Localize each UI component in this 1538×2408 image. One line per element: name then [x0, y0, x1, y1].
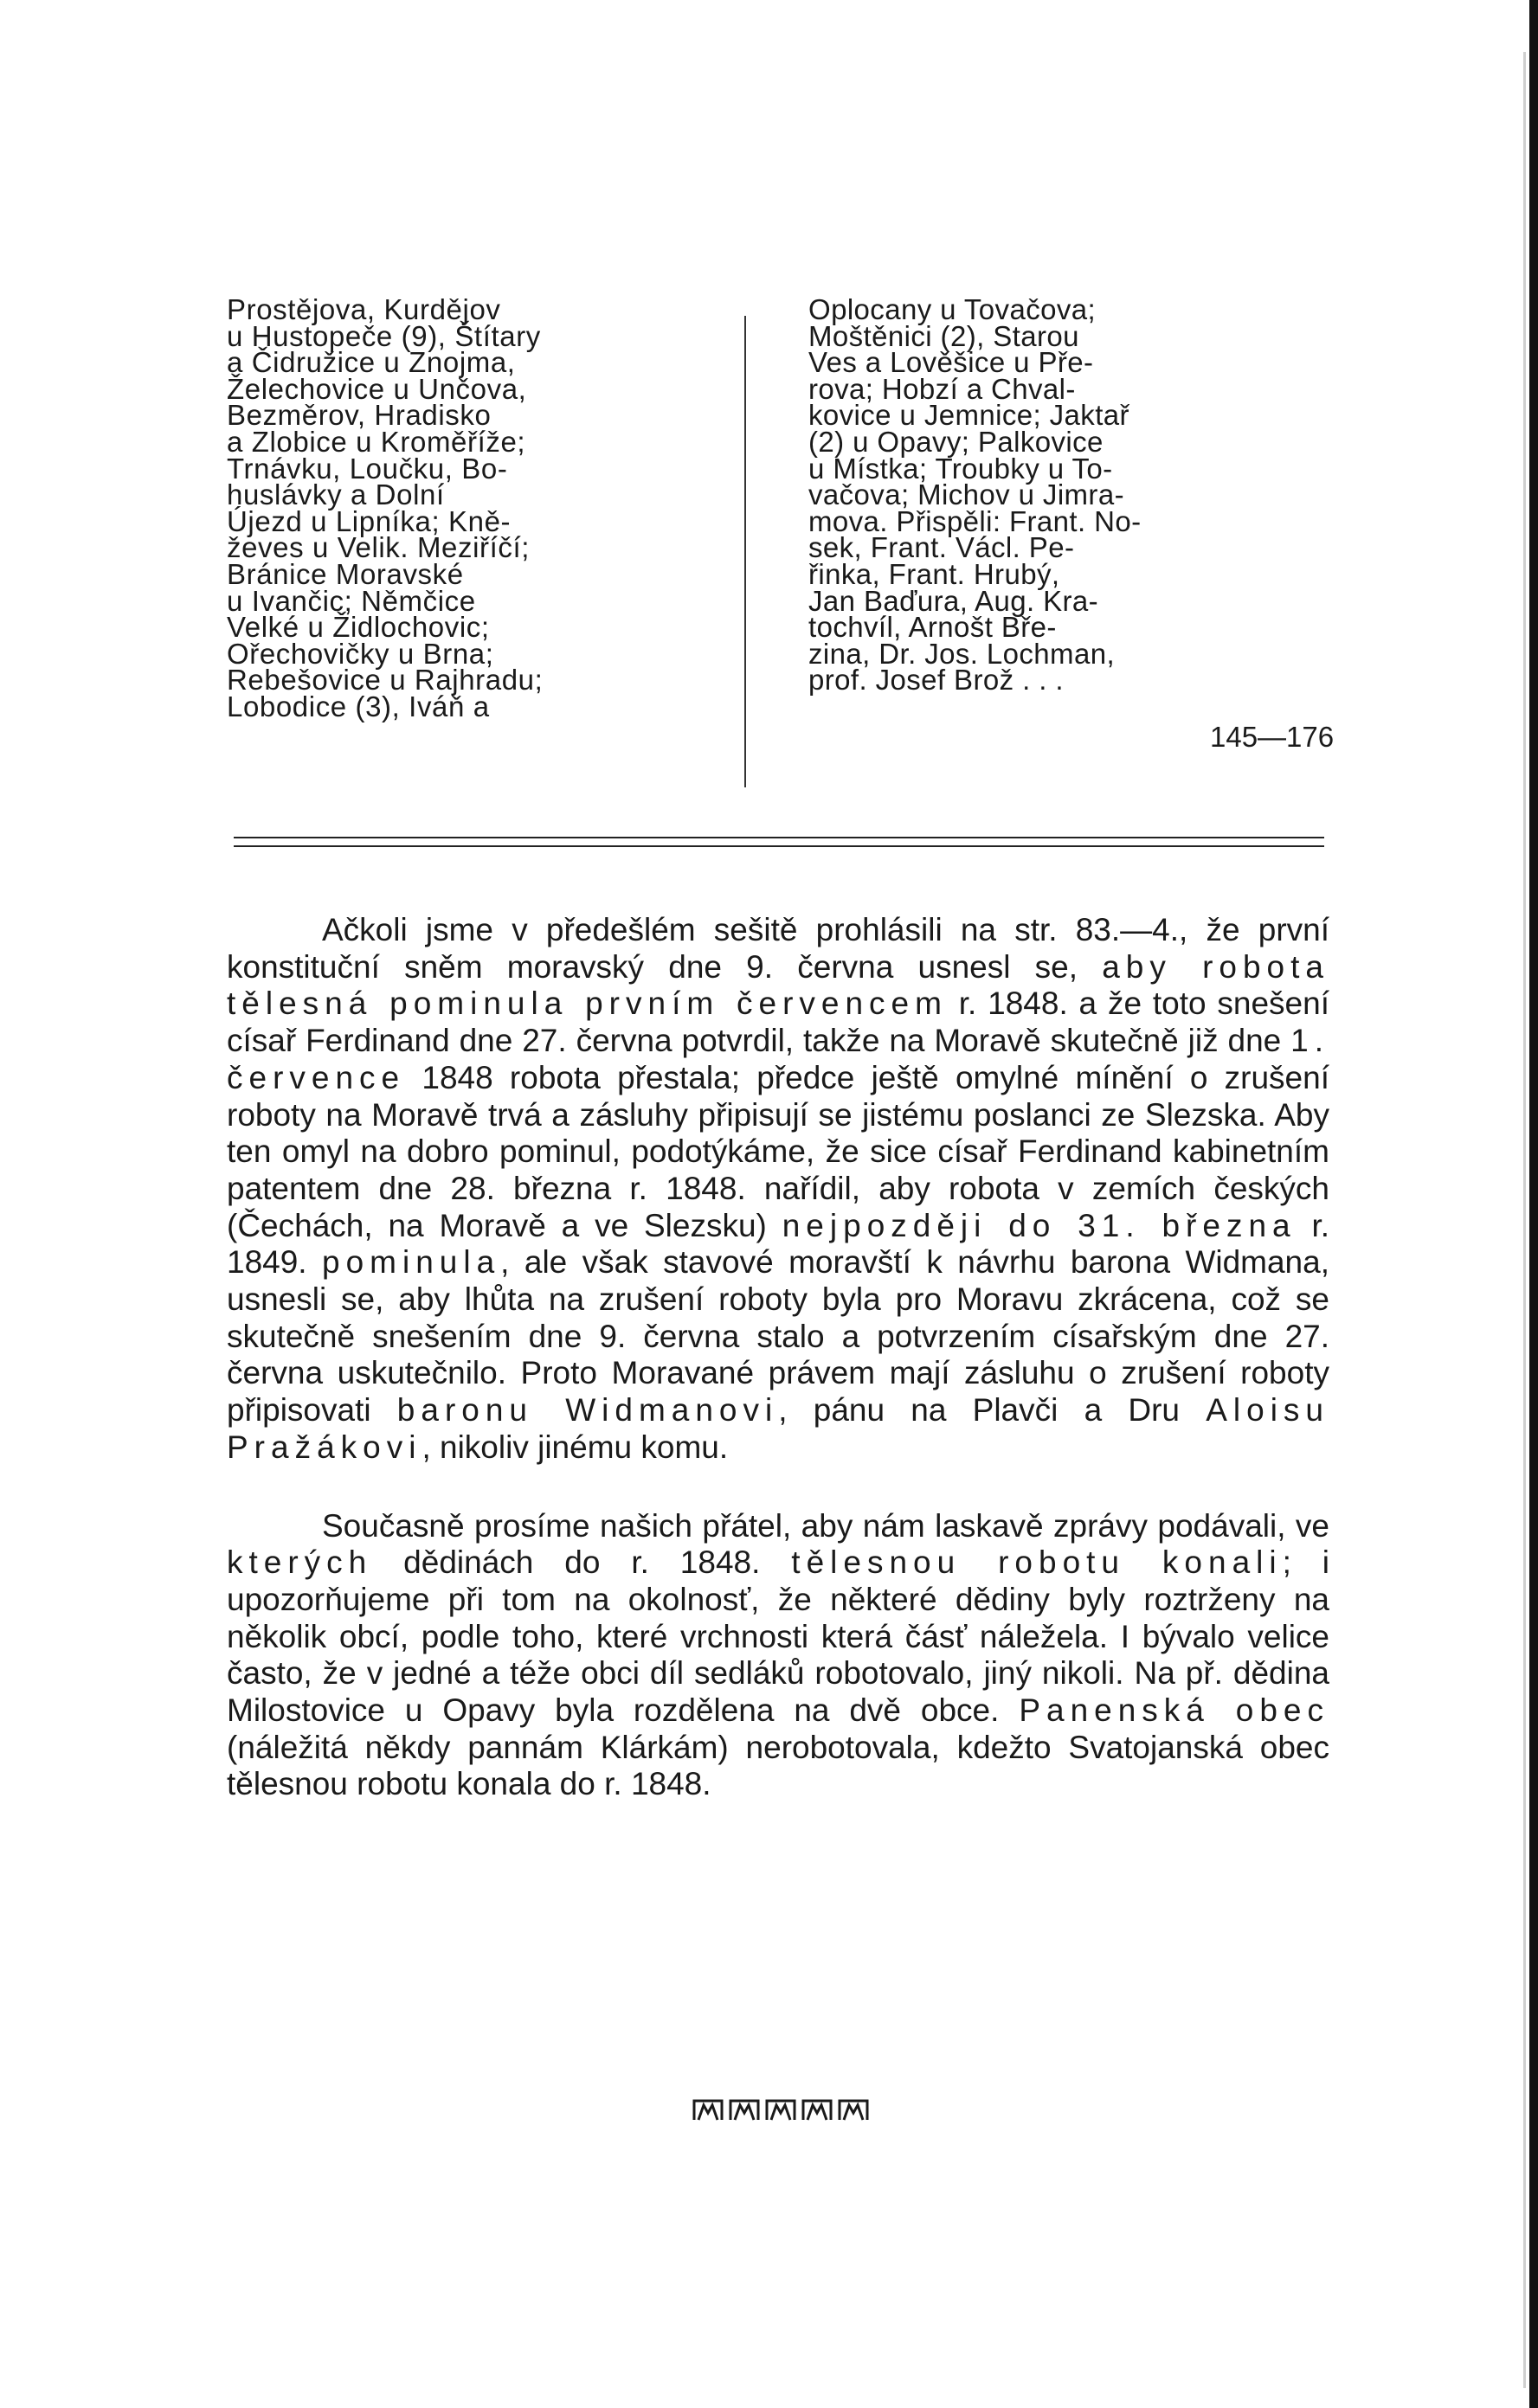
right-column — [808, 293, 1189, 697]
right-line: mova. Přispěli: Frant. No- — [808, 504, 1142, 537]
right-line: řinka, Frant. Hrubý, — [808, 557, 1060, 590]
left-line: a Čidružice u Znojma, — [227, 346, 516, 379]
left-line: ževes u Velik. Meziříčí; — [227, 531, 531, 564]
left-line: huslávky a Dolní — [227, 478, 445, 511]
right-line: u Místka; Troubky u To- — [808, 452, 1113, 485]
right-line: Jan Baďura, Aug. Kra- — [808, 584, 1099, 617]
left-line: Bezměrov, Hradisko — [227, 399, 492, 432]
page-range: 145—176 — [1210, 721, 1335, 753]
fleuron-icon — [765, 2097, 796, 2122]
left-line: u Hustopeče (9), Štítary — [227, 319, 541, 352]
right-line: Moštěnici (2), Starou — [808, 319, 1079, 352]
right-line: Ves a Lověšice u Pře- — [808, 346, 1094, 379]
fleuron-icon — [838, 2097, 869, 2122]
text-run: r. 1849. — [227, 1207, 1330, 1281]
spaced-emphasis: pominula — [322, 1244, 501, 1281]
right-line: vačova; Michov u Jimra- — [808, 478, 1124, 511]
fleuron-icon — [692, 2097, 724, 2122]
left-line: Velké u Židlochovic; — [227, 611, 490, 644]
column-divider — [744, 316, 746, 787]
text-run: r. 1848. a že toto snešení císař Ferdinand dne 27. června potvrdil, takže na Moravě skutečně již dne — [227, 986, 1329, 1059]
right-line: sek, Frant. Václ. Pe- — [808, 531, 1075, 564]
right-line: (2) u Opavy; Palkovice — [808, 425, 1104, 458]
text-run: , ale však stavové moravští k návrhu barona Widmana, usnesli se, aby lhůta na zrušení roboty byla pro Moravu zkrácena, což se skutečně snešením dne 9. června stalo a potvrzením císařským dne 27. června uskutečnilo. Proto Moravané právem mají zásluhu o zrušení roboty připisovati — [227, 1244, 1329, 1429]
left-line: u Ivančic; Němčice — [227, 584, 476, 617]
spaced-emphasis: nejpozději do 31. března — [782, 1207, 1297, 1243]
text-run: ; i upozorňujeme při tom na okolnosť, že některé dědiny byly roztrženy na několik obcí, podle toho, které vrchnosti která čásť náležela. I bývalo velice často, že v jedné a téže obci díl sedláků robotovalo, jiný nikoli. Na př. dědina Milostovice u Opavy byla rozdělena na dvě obce. — [227, 1544, 1330, 1729]
left-line: Želechovice u Unčova, — [227, 372, 527, 405]
page-edge-shadow — [1523, 52, 1526, 2388]
spaced-emphasis: aby robota tělesná pominula prvním červencem — [227, 948, 1329, 1022]
section-rule-bottom — [234, 845, 1324, 847]
left-line: Bránice Moravské — [227, 557, 464, 590]
spaced-emphasis: baronu Widmanovi — [396, 1392, 779, 1429]
body-text — [227, 912, 1329, 1803]
fleuron-icon — [729, 2097, 760, 2122]
left-line: Újezd u Lipníka; Kně- — [227, 504, 512, 537]
fleuron-row — [692, 2097, 869, 2122]
spaced-emphasis: Panenská obec — [1019, 1692, 1329, 1729]
right-line: tochvíl, Arnošt Bře- — [808, 611, 1057, 644]
left-line: Lobodice (3), Iváň a — [227, 690, 490, 722]
spaced-emphasis: tělesnou robotu konali — [791, 1544, 1283, 1581]
text-run: , pánu na Plavči a Dru — [778, 1392, 1207, 1429]
left-line: Prostějova, Kurdějov — [227, 293, 501, 325]
left-line: Ořechovičky u Brna; — [227, 637, 494, 670]
left-line: Rebešovice u Rajhradu; — [227, 664, 544, 697]
paragraph-2 — [227, 1508, 1329, 1804]
right-line: kovice u Jemnice; Jaktař — [808, 399, 1129, 432]
right-line: zina, Dr. Jos. Lochman, — [808, 637, 1116, 670]
text-run: (náležitá někdy pannám Klárkám) nerobotovala, kdežto Svatojanská obec tělesnou robotu konala do r. 1848. — [227, 1729, 1329, 1802]
page-edge — [1529, 0, 1538, 2408]
text-run: 1848 robota přestala; předce ještě omylné mínění o zrušení roboty na Moravě trvá a zásluhy připisují se jistému poslanci ze Slezska. Aby ten omyl na dobro pominul, podotýkáme, že sice císař Ferdinand kabinetním patentem dne 28. března r. 1848. nařídil, aby robota v zemích českých (Čechách, na Moravě a ve Slezsku) — [227, 1059, 1329, 1243]
spaced-emphasis: Aloisu Pražákovi — [227, 1392, 1329, 1465]
right-line: prof. Josef Brož . . . — [808, 664, 1064, 697]
spaced-emphasis: 1. července — [227, 1023, 1329, 1095]
left-column — [227, 293, 608, 722]
section-rule-top — [234, 837, 1324, 838]
spaced-emphasis: kterých — [227, 1544, 373, 1581]
text-run: , nikoliv jinému komu. — [422, 1429, 729, 1465]
text-run: Ačkoli jsme v předešlém sešitě prohlásili na str. 83.—4., že první konstituční sněm moravský dne 9. června usnesl se, — [227, 912, 1329, 985]
left-line: Trnávku, Loučku, Bo- — [227, 452, 508, 485]
right-line: rova; Hobzí a Chval- — [808, 372, 1076, 405]
paragraph-1 — [227, 912, 1329, 1467]
text-run: dědinách do r. 1848. — [372, 1544, 792, 1581]
right-line: Oplocany u Tovačova; — [808, 293, 1097, 325]
fleuron-icon — [801, 2097, 833, 2122]
text-run: Současně prosíme našich přátel, aby nám laskavě zprávy podávali, ve — [322, 1507, 1329, 1544]
left-line: a Zlobice u Kroměříže; — [227, 425, 526, 458]
